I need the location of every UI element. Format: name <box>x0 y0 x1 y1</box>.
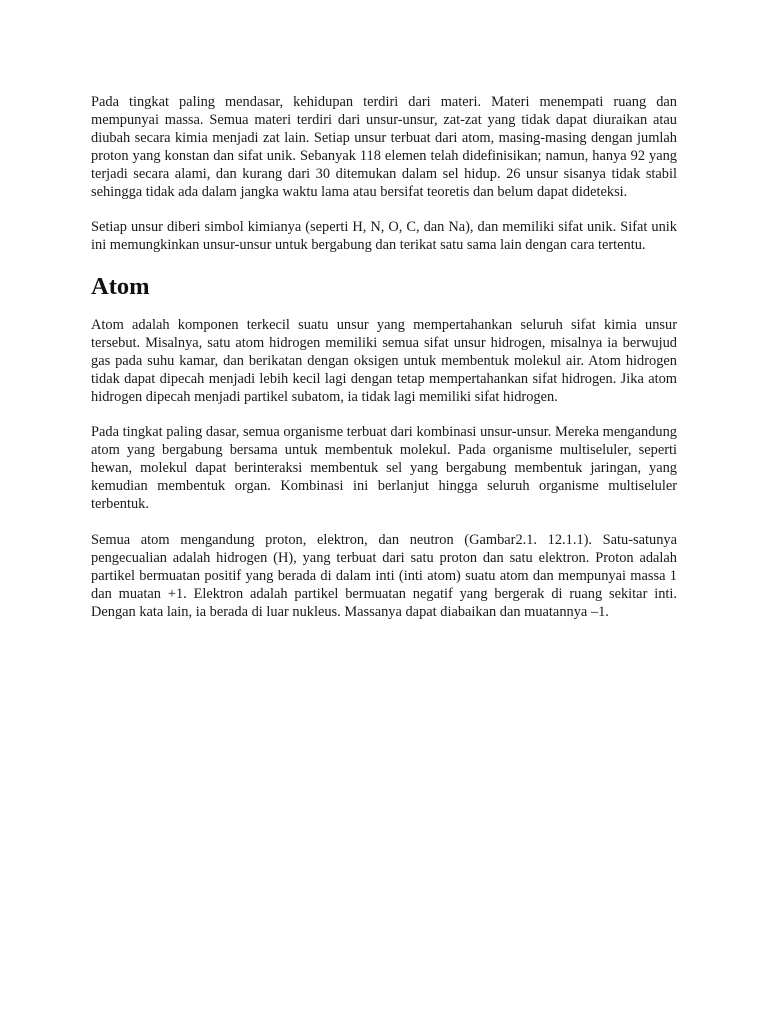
intro-paragraph-2: Setiap unsur diberi simbol kimianya (seperti H, N, O, C, dan Na), dan memiliki sifat unik. Sifat unik ini memungkinkan unsur-unsur untuk bergabung dan terikat satu sama lain dengan cara tertentu. <box>91 219 677 254</box>
atom-paragraph-2: Pada tingkat paling dasar, semua organisme terbuat dari kombinasi unsur-unsur. Mereka mengandung atom yang bergabung bersama untuk membentuk molekul. Pada organisme multiseluler, seperti hewan, molekul dapat berinteraksi membentuk sel yang bergabung membentuk jaringan, yang kemudian membentuk organ. Kombinasi ini berlanjut hingga seluruh organisme multiseluler terbentuk. <box>91 424 677 513</box>
intro-paragraph-1: Pada tingkat paling mendasar, kehidupan terdiri dari materi. Materi menempati ruang dan mempunyai massa. Semua materi terdiri dari unsur-unsur, zat-zat yang tidak dapat diuraikan atau diubah secara kimia menjadi zat lain. Setiap unsur terbuat dari atom, masing-masing dengan jumlah proton yang konstan dan sifat unik. Sebanyak 118 elemen telah didefinisikan; namun, hanya 92 yang terjadi secara alami, dan kurang dari 30 ditemukan dalam sel hidup. 26 unsur sisanya tidak stabil sehingga tidak ada dalam jangka waktu lama atau bersifat teoretis dan belum dapat dideteksi. <box>91 94 677 200</box>
atom-paragraph-1: Atom adalah komponen terkecil suatu unsur yang mempertahankan seluruh sifat kimia unsur tersebut. Misalnya, satu atom hidrogen memiliki semua sifat unsur hidrogen, misalnya ia berwujud gas pada suhu kamar, dan berikatan dengan oksigen untuk membentuk molekul air. Atom hidrogen tidak dapat dipecah menjadi lebih kecil lagi dengan tetap mempertahankan sifat hidrogen. Jika atom hidrogen dipecah menjadi partikel subatom, ia tidak lagi memiliki sifat hidrogen. <box>91 317 677 405</box>
document-page <box>91 94 677 639</box>
section-heading-atom: Atom <box>91 273 150 301</box>
atom-paragraph-3: Semua atom mengandung proton, elektron, dan neutron (Gambar2.1. 12.1.1). Satu-satunya pengecualian adalah hidrogen (H), yang terbuat dari satu proton dan satu elektron. Proton adalah partikel bermuatan positif yang berada di dalam inti (inti atom) suatu atom dan mempunyai massa 1 dan muatan +1. Elektron adalah partikel bermuatan negatif yang bergerak di ruang sekitar inti. Dengan kata lain, ia berada di luar nukleus. Massanya dapat diabaikan dan muatannya –1. <box>91 531 677 620</box>
